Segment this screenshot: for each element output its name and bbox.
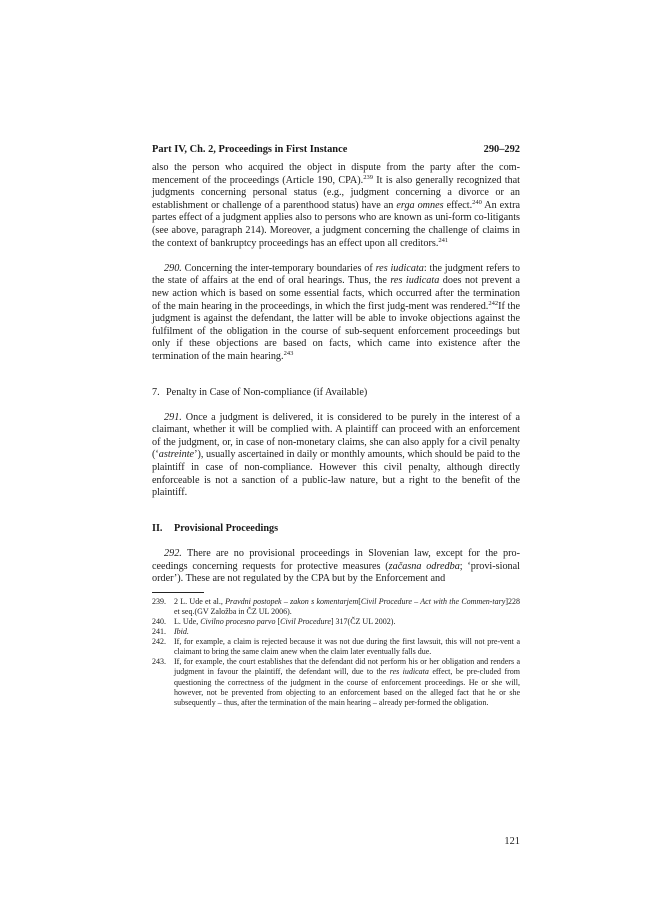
paragraph-number: 292.: [164, 548, 182, 560]
section-title: Penalty in Case of Non-compliance (if Available): [166, 386, 368, 398]
text-run: There are no provisional proceedings in Slovenian law, except for the pro-ceedings concerning requests for protective measures (: [152, 548, 520, 572]
section-heading-7: [152, 387, 520, 400]
footnote-ref-240: 240: [472, 198, 482, 206]
running-header: [152, 143, 520, 157]
footnote-number: 242.: [152, 637, 166, 647]
text-run: effect.: [443, 199, 473, 211]
paragraph-number: 291.: [164, 411, 182, 423]
footnote-ref-241: 241: [438, 236, 449, 244]
footnote-separator: [152, 592, 204, 593]
footnote-ref-239: 239: [363, 173, 373, 181]
footnote-number: 243.: [152, 657, 166, 667]
footnote-text: If, for example, a claim is rejected because it was not due during the first lawsuit, this will not pre-vent a claimant to bring the same claim anew when the claim later eventually falls due.: [174, 637, 520, 657]
text-run: Once a judgment is delivered, it is considered to be purely in the interest of a claimant, whether it will be complied with. A plaintiff can proceed with an enforcement of the judgment, or, in case of non-monetary claims, she can also apply for a civil penalty (‘: [152, 411, 520, 461]
footnote-240: [152, 617, 520, 627]
footnote-number: 239.: [152, 596, 166, 606]
footnotes: [152, 597, 520, 708]
text-run: : the judgment refers to the state of affairs at the end of oral hearings. Thus, the: [152, 262, 520, 287]
text-run: If the judgment is against the defendant, the latter will be able to invoke objections against the fulfilment of the obligation in the course of sub-sequent enforcement proceedings but only if these objections are based on facts, which came into existence after the termination of the main hearing.: [152, 300, 520, 362]
text-run: An extra partes effect of a judgment applies also to persons who are known as uni-form co-litigants (see above, paragraph 214). Moreover, a judgment concerning the challenge of claims in the context of bankruptcy proceedings has an effect upon all creditors.: [152, 199, 521, 249]
footnote-text: 2 L. Ude et al., Pravdni postopek – zakon s komentarjem[Civil Procedure – Act with the Commen-tary]228 et seq.(GV Založba in ČZ UL 2006).: [174, 596, 520, 616]
footnote-text: Ibid.: [174, 627, 189, 637]
text-run: ’), usually ascertained in daily or monthly amounts, which should be paid to the plaintiff in case of non-compliance. However this civil penalty, although directly enforceable is not a sanction of a public-law nature, but a right to the benefit of the plaintiff.: [152, 449, 520, 499]
page-number: 121: [504, 836, 520, 847]
section-title: Provisional Proceedings: [174, 522, 279, 534]
footnote-number: 240.: [152, 617, 166, 626]
footnote-number: 241.: [152, 627, 166, 637]
footnote-text: L. Ude, Civilno procesno parvo [Civil Procedure] 317(ČZ UL 2002).: [174, 617, 396, 626]
italic-term: erga omnes: [396, 199, 444, 211]
footnote-ref-243: 243: [283, 349, 294, 357]
section-number: 7.: [152, 386, 160, 398]
footnote-242: [152, 637, 520, 657]
italic-term: res iudicata: [390, 275, 440, 287]
paragraph-continued: [152, 162, 520, 250]
section-number: II.: [152, 522, 163, 534]
italic-term: astreinte: [158, 449, 195, 461]
paragraph-291: [152, 412, 520, 500]
footnote-239: [152, 597, 520, 617]
text-run: Concerning the inter-temporary boundaries of: [181, 262, 376, 274]
running-header-title: Part IV, Ch. 2, Proceedings in First Instance: [152, 144, 348, 155]
italic-term: začasna odredba: [388, 560, 460, 572]
footnote-ref-242: 242: [488, 299, 499, 307]
running-header-paragraph-range: 290–292: [483, 144, 520, 155]
text-run: does not prevent a new action which is based on some essential facts, which occurred after the termination of the main hearing in the proceedings, in which the first judg-ment was rendered.: [152, 275, 520, 312]
footnote-241: [152, 627, 520, 637]
italic-term: res iudicata: [375, 262, 424, 274]
footnote-243: [152, 657, 520, 707]
paragraph-292: [152, 548, 520, 586]
text-run: ; ‘provi-sional order’). These are not regulated by the CPA but by the Enforcement and: [152, 560, 520, 585]
text-run: also the person who acquired the object in dispute from the party after the com-mencement of the proceedings (Article 190, CPA).: [152, 162, 520, 186]
text-run: It is also generally recognized that judgments concerning personal status (e.g., judgment concerning a divorce or an establishment or challenge of a parenthood status) have an: [152, 174, 520, 211]
section-heading-ii: [152, 523, 520, 536]
paragraph-number: 290.: [164, 262, 182, 274]
paragraph-290: [152, 263, 520, 364]
footnote-text: If, for example, the court establishes that the defendant did not perform his or her obligation and renders a judgment in favour the plaintiff, the defendant will, due to the res iudicata effect, be pre-cluded from questioning the correctness of the judgment in the course of enforcement proceedings. He or she will, however, not be prevented from objecting to an enforcement based on the alleged fact that he or she subsequently – thus, after the termination of the main hearing – already per-formed the obligation.: [174, 657, 520, 707]
page-body: [152, 143, 520, 708]
main-text: [152, 162, 520, 586]
